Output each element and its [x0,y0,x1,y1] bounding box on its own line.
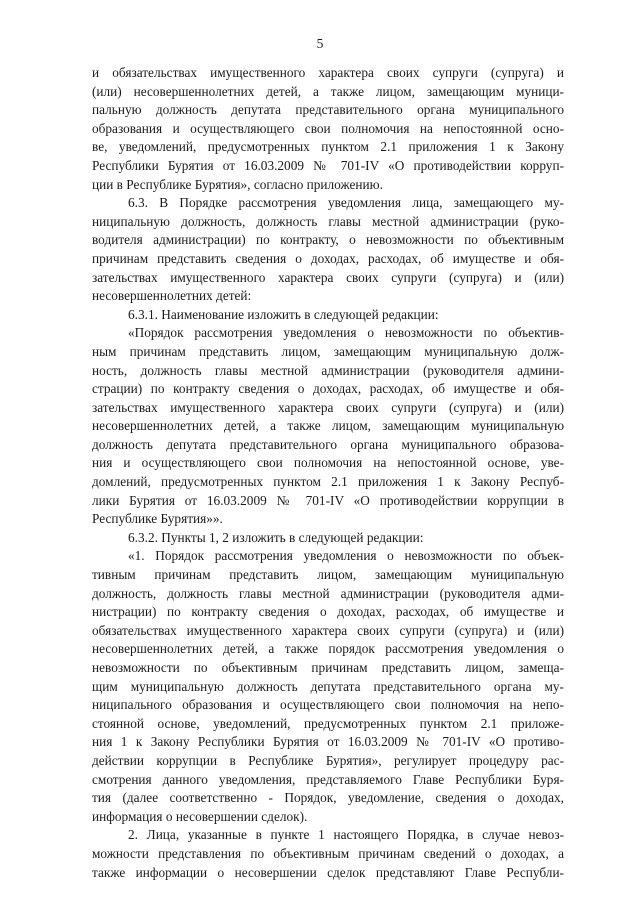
text-line: ве, уведомлений, предусмотренных пунктом 2.1 приложения 1 к Закону [92,139,564,155]
text-line: нистрации) по контракту сведения о доходах, расходах, об имуществе и [92,604,564,620]
text-line: ным причинам представить лицом, замещающим муниципальную долж- [92,343,564,359]
text-line: информация о несовершении сделок). [92,808,308,824]
page-number: 5 [316,36,324,51]
text-line: тивным причинам представить лицом, замещающим муниципальную [92,567,564,583]
text-line: страции) по контракту сведения о доходах, расходах, об имуществе и обя- [92,381,564,397]
text-line: несовершеннолетних детей, а также порядок рассмотрения уведомления о [92,641,564,657]
text-line: должность, должность главы местной администрации (руководителя адми- [92,585,564,601]
text-line: пальную должность депутата представительного органа муниципального [92,102,564,118]
text-line: также информации о несовершении сделок представляют Главе Республи- [92,864,564,880]
text-line: образования и осуществляющего свои полномочия на непостоянной осно- [92,120,564,136]
text-line: несовершеннолетних детей, а также лицом, замещающим муниципальную [92,418,564,434]
text-line: действии коррупции в Республике Бурятия», регулирует процедуру рас- [92,752,564,768]
text-line: можности представления по объективным причинам сведений о доходах, а [92,845,564,861]
text-line: лики Бурятия от 16.03.2009 № 701-IV «О противодействии коррупции в [92,492,564,508]
text-line: «Порядок рассмотрения уведомления о невозможности по объектив- [128,325,564,341]
text-line: ния 1 к Закону Республики Бурятия от 16.03.2009 № 701-IV «О противо- [92,734,564,750]
text-line: причинам представить сведения о доходах, расходах, об имуществе и обя- [92,250,564,266]
text-line: домлений, предусмотренных пунктом 2.1 приложения 1 к Закону Респуб- [92,474,564,490]
text-line: 6.3. В Порядке рассмотрения уведомления лица, замещающего му- [128,195,564,211]
text-line: ния и осуществляющего свои полномочия на непостоянной основе, уве- [92,455,564,471]
text-line: обязательствах имущественного характера своих супруги (супруга) и (или) [92,622,564,638]
text-line: зательствах имущественного характера своих супруги (супруга) и (или) [92,399,564,415]
text-line: стоянной основе, уведомлений, предусмотренных пунктом 2.1 приложе- [92,715,564,731]
text-line: и обязательствах имущественного характера своих супруги (супруга) и [92,65,564,80]
document-body [92,64,564,882]
text-line: водителя администрации) по контракту, о невозможности по объективным [92,232,564,248]
text-line: щим муниципальную должность депутата представительного органа му- [92,678,564,694]
text-line: «1. Порядок рассмотрения уведомления о невозможности по объек- [128,548,564,564]
text-line: несовершеннолетних детей: [92,288,252,304]
text-line: Республики Бурятия от 16.03.2009 № 701-IV «О противодействии корруп- [92,157,564,173]
text-line: смотрения данного уведомления, представляемого Главе Республики Буря- [92,771,564,787]
text-line: ции в Республике Бурятия», согласно приложению. [92,176,383,192]
text-line: 2. Лица, указанные в пункте 1 настоящего Порядка, в случае невоз- [128,827,564,843]
text-line: ниципальную должность, должность главы местной администрации (руко- [92,213,564,229]
text-line: (или) несовершеннолетних детей, а также лицом, замещающим муници- [92,83,564,99]
text-line: должность депутата представительного органа муниципального образова- [92,436,564,452]
text-line: невозможности по объективным причинам представить лицом, замеща- [92,660,564,675]
text-line: Республике Бурятия»». [92,511,223,527]
text-line: ность, должность главы местной администрации (руководителя админи- [92,362,564,378]
text-line: ниципального образования и осуществляющего свои полномочия на непо- [92,697,564,713]
text-line: зательствах имущественного характера своих супруги (супруга) и (или) [92,269,564,285]
text-line: 6.3.2. Пункты 1, 2 изложить в следующей редакции: [128,529,424,545]
text-line: 6.3.1. Наименование изложить в следующей редакции: [128,306,439,322]
text-line: тия (далее соответственно - Порядок, уведомление, сведения о доходах, [92,790,564,806]
